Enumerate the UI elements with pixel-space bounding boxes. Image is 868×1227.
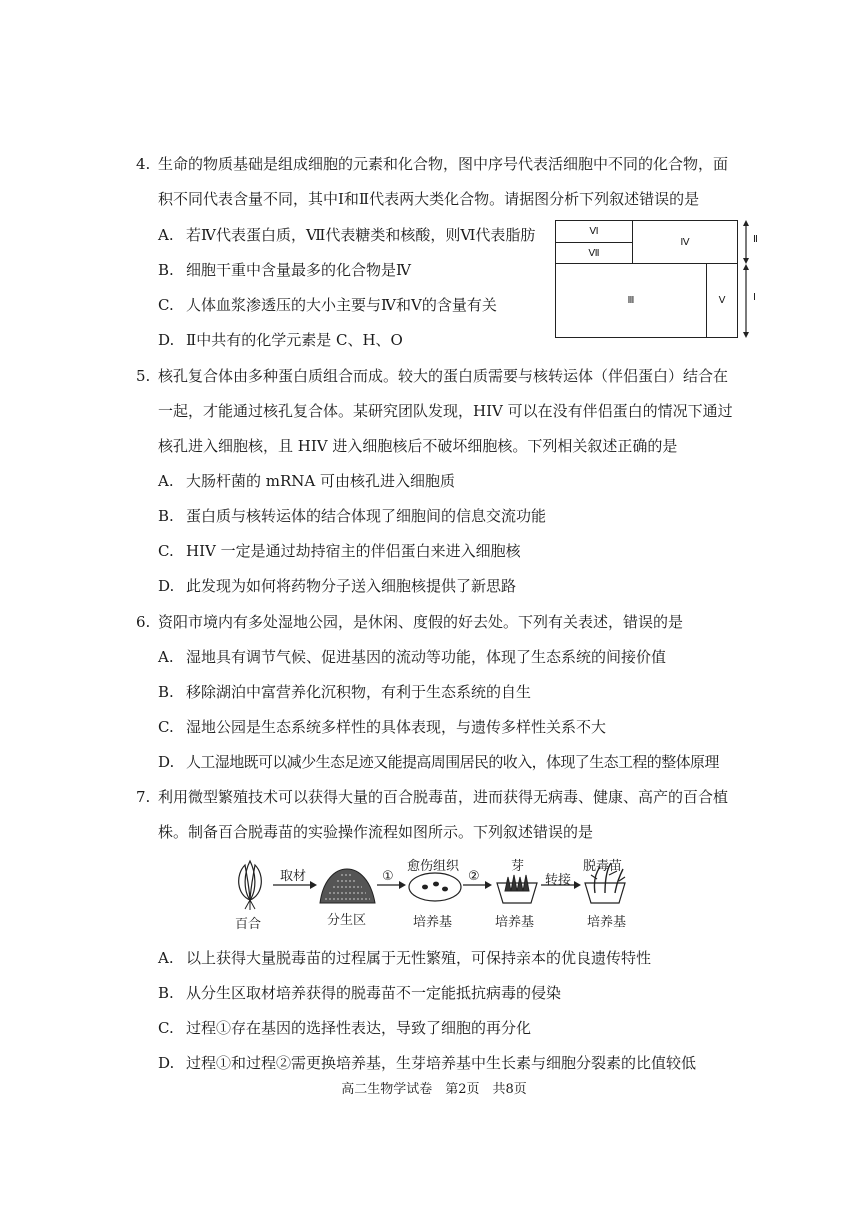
q7-option-b-letter: B. (158, 984, 174, 1002)
q4-stem-line1: 生命的物质基础是组成细胞的元素和化合物，图中序号代表活细胞中不同的化合物，面 (158, 155, 729, 173)
bud-cup-icon (497, 875, 537, 903)
flow-label-seedling: 脱毒苗 (583, 859, 623, 874)
q7-number: 7. (136, 788, 151, 806)
cell-vii: Ⅶ (555, 242, 633, 264)
q6-option-c-letter: C. (158, 718, 174, 736)
flow-label-step1: ① (382, 869, 394, 884)
cell-iv: Ⅳ (632, 220, 738, 264)
page-footer: 高二生物学试卷 第2页 共8页 (341, 1082, 527, 1097)
q5-option-d-letter: D. (158, 577, 175, 595)
q5-option-b-letter: B. (158, 507, 174, 525)
flow-label-medium2: 培养基 (495, 915, 535, 930)
q5-stem-line1: 核孔复合体由多种蛋白质组合而成。较大的蛋白质需要与核转运体（伴侣蛋白）结合在 (158, 367, 729, 385)
q4-option-c-text: 人体血浆渗透压的大小主要与Ⅳ和Ⅴ的含量有关 (186, 296, 497, 314)
bracket-arrows (738, 220, 778, 338)
cell-vi: Ⅵ (555, 220, 633, 243)
q6-option-a-text: 湿地具有调节气候、促进基因的流动等功能，体现了生态系统的间接价值 (186, 648, 667, 666)
q7-option-b-text: 从分生区取材培养获得的脱毒苗不一定能抵抗病毒的侵染 (186, 984, 562, 1002)
q6-number: 6. (136, 613, 151, 631)
q7-stem-line1: 利用微型繁殖技术可以获得大量的百合脱毒苗，进而获得无病毒、健康、高产的百合植 (158, 788, 729, 806)
meristem-icon (320, 869, 375, 903)
q5-option-b-text: 蛋白质与核转运体的结合体现了细胞间的信息交流功能 (186, 507, 547, 525)
q5-number: 5. (136, 367, 151, 385)
q4-option-c-letter: C. (158, 296, 174, 314)
q6-stem-line1: 资阳市境内有多处湿地公园，是休闲、度假的好去处。下列有关表述，错误的是 (158, 613, 684, 631)
q4-stem-line2: 积不同代表含量不同，其中Ⅰ和Ⅱ代表两大类化合物。请据图分析下列叙述错误的是 (158, 190, 700, 208)
q5-option-c-letter: C. (158, 542, 174, 560)
q5-option-a-letter: A. (158, 472, 174, 490)
q6-option-d-letter: D. (158, 753, 175, 771)
callus-dish-icon (409, 873, 461, 901)
compound-diagram (555, 220, 775, 338)
q7-option-c-text: 过程①存在基因的选择性表达，导致了细胞的再分化 (186, 1019, 532, 1037)
q7-option-a-text: 以上获得大量脱毒苗的过程属于无性繁殖，可保持亲本的优良遗传特性 (186, 949, 652, 967)
flow-label-lily: 百合 (235, 917, 262, 932)
q4-option-b-letter: B. (158, 261, 174, 279)
q7-option-d-letter: D. (158, 1054, 175, 1072)
q4-option-d-letter: D. (158, 331, 175, 349)
q7-option-d-text: 过程①和过程②需更换培养基，生芽培养基中生长素与细胞分裂素的比值较低 (186, 1054, 697, 1072)
q6-option-b-text: 移除湖泊中富营养化沉积物，有利于生态系统的自生 (186, 683, 532, 701)
q6-option-c-text: 湿地公园是生态系统多样性的具体表现，与遗传多样性关系不大 (186, 718, 607, 736)
q7-stem-line2: 株。制备百合脱毒苗的实验操作流程如图所示。下列叙述错误的是 (158, 823, 594, 841)
q4-option-d-text: Ⅱ中共有的化学元素是 C、H、O (186, 331, 403, 349)
flow-label-callus: 愈伤组织 (407, 859, 460, 874)
lily-bulb-icon (239, 861, 262, 910)
q6-option-a-letter: A. (158, 648, 174, 666)
q4-number: 4. (136, 155, 151, 173)
flow-label-meristem: 分生区 (327, 913, 367, 928)
q6-option-d-text: 人工湿地既可以减少生态足迹又能提高周围居民的收入，体现了生态工程的整体原理 (186, 753, 719, 771)
q7-option-c-letter: C. (158, 1019, 174, 1037)
flow-label-medium1: 培养基 (413, 915, 453, 930)
q5-stem-line2: 一起，才能通过核孔复合体。某研究团队发现，HIV 可以在没有伴侣蛋白的情况下通过 (158, 402, 733, 420)
flow-label-medium3: 培养基 (587, 915, 627, 930)
q4-option-b-text: 细胞干重中含量最多的化合物是Ⅳ (186, 261, 411, 279)
flow-label-step2: ② (468, 869, 480, 884)
q4-option-a-text: 若Ⅳ代表蛋白质，Ⅶ代表糖类和核酸，则Ⅵ代表脂肪 (186, 226, 536, 244)
label-ii: Ⅱ (753, 234, 758, 245)
flow-label-take: 取材 (280, 869, 307, 884)
q7-option-a-letter: A. (158, 949, 174, 967)
q5-option-d-text: 此发现为如何将药物分子送入细胞核提供了新思路 (186, 577, 517, 595)
q5-stem-line3: 核孔进入细胞核，且 HIV 进入细胞核后不破坏细胞核。下列相关叙述正确的是 (158, 437, 678, 455)
flow-label-transfer: 转接 (545, 873, 572, 888)
cell-iii: Ⅲ (555, 263, 707, 338)
q5-option-a-text: 大肠杆菌的 mRNA 可由核孔进入细胞质 (186, 472, 456, 490)
lily-flow-diagram (225, 855, 645, 935)
label-i: Ⅰ (753, 292, 756, 303)
flow-label-bud: 芽 (511, 859, 525, 874)
cell-v: Ⅴ (706, 263, 738, 338)
q4-option-a-letter: A. (158, 226, 174, 244)
q5-option-c-text: HIV 一定是通过劫持宿主的伴侣蛋白来进入细胞核 (186, 542, 521, 560)
q6-option-b-letter: B. (158, 683, 174, 701)
